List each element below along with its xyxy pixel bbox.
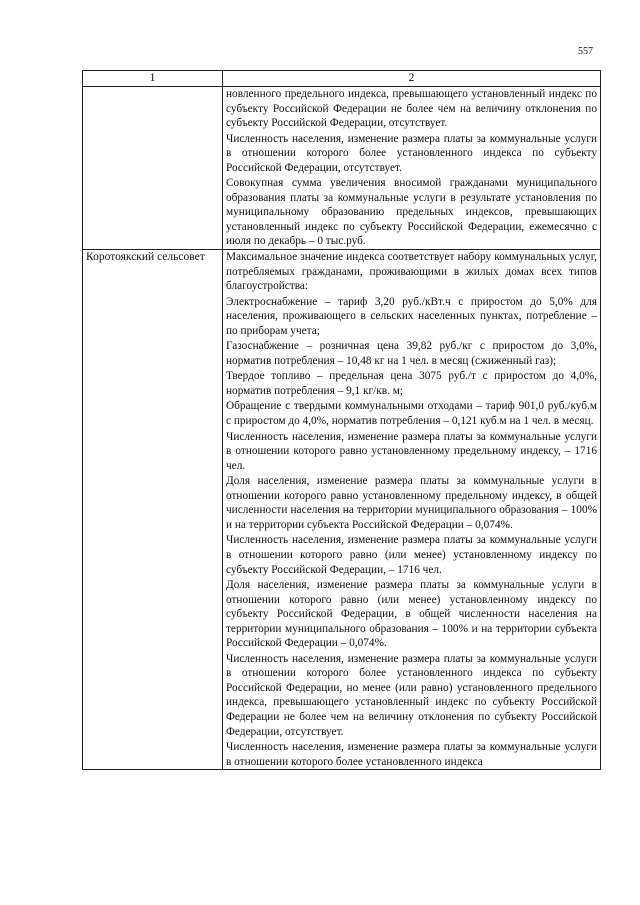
municipality-name-cell: Коротоякский сельсовет [83, 250, 223, 770]
description-paragraph: Численность населения, изменение размера платы за коммунальные услуги в отношении которого равно установленному предельному индексу, – 1716 чел. [226, 430, 597, 472]
column-header-2: 2 [223, 71, 601, 87]
page-number: 557 [578, 46, 593, 57]
description-cell [223, 250, 601, 770]
description-paragraph: Максимальное значение индекса соответствует набору коммунальных услуг, потребляемых гражданами, проживающими в жилых домах всех типов благоустройства: [226, 251, 597, 293]
column-header-1: 1 [83, 71, 223, 87]
document-table [82, 70, 601, 770]
description-paragraph: новленного предельного индекса, превышающего установленный индекс по субъекту Российской Федерации не более чем на величину отклонения по субъекту Российской Федерации, отсутствует. [226, 88, 597, 130]
description-cell [223, 87, 601, 250]
description-paragraph: Электроснабжение – тариф 3,20 руб./кВт.ч с приростом до 5,0% для населения, проживающего в сельских населенных пунктах, потребление – по приборам учета; [226, 295, 597, 337]
description-paragraph: Совокупная сумма увеличения вносимой гражданами муниципального образования платы за коммунальные услуги в результате установления по муниципальному образованию предельных индексов, превышающих установленный индекс по субъекту Российской Федерации, ежемесячно с июля по декабрь – 0 тыс.руб. [226, 177, 597, 248]
description-paragraph: Численность населения, изменение размера платы за коммунальные услуги в отношении которого равно (или менее) установленному индексу по субъекту Российской Федерации, – 1716 чел. [226, 534, 597, 576]
description-paragraph: Численность населения, изменение размера платы за коммунальные услуги в отношении которого более установленного индекса по субъекту Российской Федерации, отсутствует. [226, 132, 597, 174]
description-paragraph: Обращение с твердыми коммунальными отходами – тариф 901,0 руб./куб.м с приростом до 4,0%, норматив потребления – 0,121 куб.м на 1 чел. в месяц. [226, 400, 597, 428]
description-paragraph: Газоснабжение – розничная цена 39,82 руб./кг с приростом до 3,0%, норматив потребления – 10,48 кг на 1 чел. в месяц (сжиженный газ); [226, 340, 597, 367]
description-paragraph: Численность населения, изменение размера платы за коммунальные услуги в отношении которого более установленного индекса по субъекту Российской Федерации, но менее (или равно) установленного предельного индекса, превышающего установленный индекс по субъекту Российской Федерации не более чем на величину отклонения по субъекту Российской Федерации, отсутствует. [226, 652, 597, 738]
description-paragraph: Доля населения, изменение размера платы за коммунальные услуги в отношении которого равно установленному предельному индексу, в общей численности населения на территории муниципального образования – 100% и на территории субъекта Российской Федерации – 0,074%. [226, 475, 597, 531]
municipality-name-cell [83, 87, 223, 250]
description-paragraph: Доля населения, изменение размера платы за коммунальные услуги в отношении которого равно (или менее) установленному индексу по субъекту Российской Федерации, в общей численности населения на территории муниципального образования – 100% и на территории субъекта Российской Федерации – 0,074%. [226, 579, 597, 650]
table-row [83, 250, 601, 770]
description-paragraph: Численность населения, изменение размера платы за коммунальные услуги в отношении которого более установленного индекса [226, 741, 597, 768]
table-header-row [83, 71, 601, 87]
description-paragraph: Твердое топливо – предельная цена 3075 руб./т с приростом до 4,0%, норматив потребления – 9,1 кг/кв. м; [226, 370, 597, 397]
table-row [83, 87, 601, 250]
